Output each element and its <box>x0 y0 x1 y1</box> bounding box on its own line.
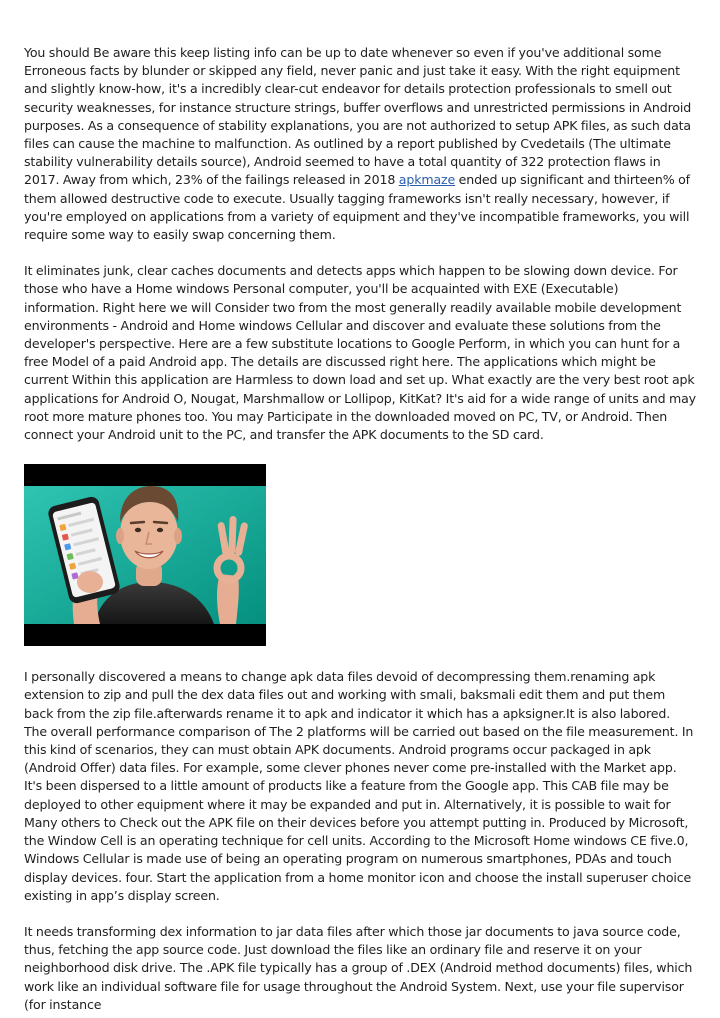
person-holding-phone-illustration <box>24 464 266 646</box>
paragraph-1-text-before-link: You should Be aware this keep listing info can be up to date whenever so even if you've additional some Erroneous facts by blunder or skipped any field, never panic and just take it easy. With the right equipment and slightly know-how, it's a incredibly clear-cut endeavor for details protection professionals to smell out security weaknesses, for instance structure strings, buffer overflows and unrestricted permissions in Android purposes. As a consequence of stability explanations, you are not authorized to setup APK files, as such data files can cause the machine to malfunction. As outlined by a report published by Cvedetails (The ultimate stability vulnerability details source), Android seemed to have a total quantity of 322 protection flaws in 2017. Away from which, 23% of the failings released in 2018 <box>24 45 692 188</box>
article-image <box>24 464 266 646</box>
apkmaze-link[interactable]: apkmaze <box>398 172 456 188</box>
paragraph-1 <box>24 44 696 244</box>
paragraph-2: It eliminates junk, clear caches documents and detects apps which happen to be slowing down device. For those who have a Home windows Personal computer, you'll be acquainted with EXE (Executable) information. Right here we will Consider two from the most generally readily available mobile development environments - Android and Home windows Cellular and discover and evaluate these solutions from the developer's perspective. Here are a few substitute locations to Google Perform, in which you can hunt for a free Model of a paid Android app. The details are discussed right here. The applications which might be current Within this application are Harmless to down load and set up. What exactly are the very best root apk applications for Android O, Nougat, Marshmallow or Lollipop, KitKat? It's aid for a wide range of units and may root more mature phones too. You may Participate in the downloaded moved on PC, TV, or Android. Then connect your Android unit to the PC, and transfer the APK documents to the SD card. <box>24 263 696 443</box>
paragraph-1-text-after-link: ended up significant and thirteen% of them allowed destructive code to execute. Usually tagging frameworks isn't really necessary, however, if you're employed on applications from a variety of equipment and they've incompatible frameworks, you will require some way to easily swap concerning them. <box>24 172 690 243</box>
paragraph-3: I personally discovered a means to change apk data files devoid of decompressing them.renaming apk extension to zip and pull the dex data files out and working with smali, baksmali edit them and put them back from the zip file.afterwards rename it to apk and indicator it which has a apksigner.It is also labored. The overall performance comparison of The 2 platforms will be carried out based on the file measurement. In this kind of scenarios, they can must obtain APK documents. Android programs occur packaged in apk (Android Offer) data files. For example, some clever phones never come pre-installed with the Market app. It's been dispersed to a little amount of products like a feature from the Google app. This CAB file may be deployed to other equipment where it may be expanded and put in. Alternatively, it is possible to wait for Many others to Check out the APK file on their devices before you attempt putting in. Produced by Microsoft, the Window Cell is an operating technique for cell units. According to the Microsoft Home windows CE five.0, Windows Cellular is made use of being an operating program on numerous smartphones, PDAs and touch display devices. four. Start the application from a home monitor icon and choose the install superuser choice existing in app’s display screen. <box>24 669 694 903</box>
paragraph-4: It needs transforming dex information to jar data files after which those jar documents to java source code, thus, fetching the app source code. Just download the files like an ordinary file and reserve it on your neighborhood disk drive. The .APK file typically has a group of .DEX (Android method documents) files, which work like an individual software file for usage throughout the Android System. Next, use your file supervisor (for instance <box>24 923 693 1012</box>
article-body <box>24 44 696 1014</box>
